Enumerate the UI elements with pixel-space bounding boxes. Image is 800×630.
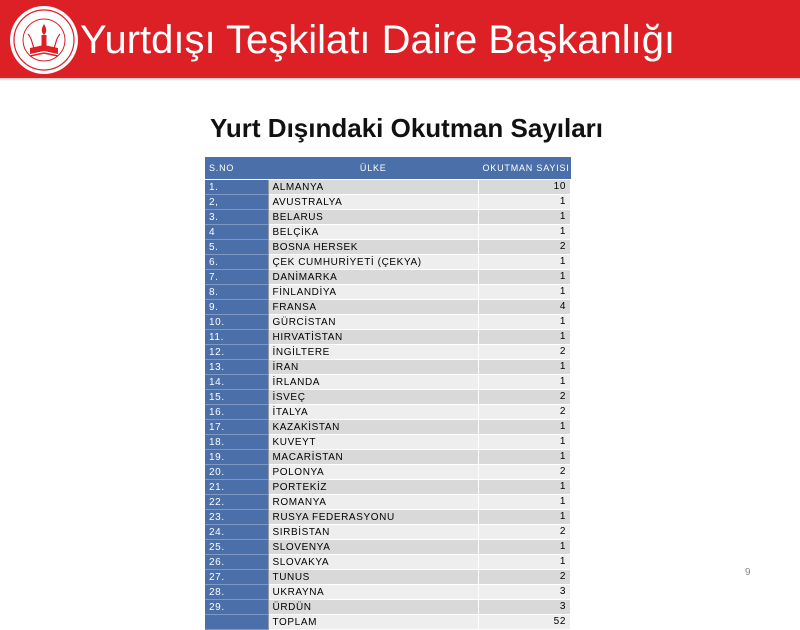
- row-count: 1: [479, 450, 571, 465]
- row-sno: 22.: [205, 495, 268, 510]
- header-bar: [0, 0, 800, 78]
- table-row: [205, 585, 571, 600]
- row-sno: 14.: [205, 375, 268, 390]
- row-country: SLOVAKYA: [268, 555, 479, 570]
- table-row: [205, 195, 571, 210]
- table-row: [205, 255, 571, 270]
- table-row: [205, 555, 571, 570]
- row-count: 2: [479, 525, 571, 540]
- row-count: 1: [479, 375, 571, 390]
- page-title: Yurt Dışındaki Okutman Sayıları: [210, 113, 604, 143]
- row-sno: 2,: [205, 195, 268, 210]
- table-total-row: [205, 615, 571, 630]
- row-count: 2: [479, 345, 571, 360]
- row-sno: 4: [205, 225, 268, 240]
- row-count: 1: [479, 330, 571, 345]
- row-count: 1: [479, 210, 571, 225]
- row-count: 1: [479, 540, 571, 555]
- table-row: [205, 360, 571, 375]
- row-sno: 16.: [205, 405, 268, 420]
- row-sno: 3.: [205, 210, 268, 225]
- row-count: 1: [479, 495, 571, 510]
- row-sno: 8.: [205, 285, 268, 300]
- table-row: [205, 240, 571, 255]
- row-count: 4: [479, 300, 571, 315]
- row-sno: 10.: [205, 315, 268, 330]
- header-title: Yurtdışı Teşkilatı Daire Başkanlığı: [80, 18, 676, 62]
- table-row: [205, 480, 571, 495]
- table-row: [205, 510, 571, 525]
- page-number: 9: [745, 567, 751, 578]
- row-sno: 17.: [205, 420, 268, 435]
- table-row: [205, 600, 571, 615]
- column-header-country: ÜLKE: [268, 157, 479, 180]
- table-row: [205, 390, 571, 405]
- row-country: BOSNA HERSEK: [268, 240, 479, 255]
- table-row: [205, 180, 571, 195]
- row-country: ÇEK CUMHURİYETİ (ÇEKYA): [268, 255, 479, 270]
- row-country: SLOVENYA: [268, 540, 479, 555]
- row-sno: 1.: [205, 180, 268, 195]
- table-row: [205, 330, 571, 345]
- row-sno: 20.: [205, 465, 268, 480]
- total-count: 52: [479, 615, 571, 630]
- column-header-count: OKUTMAN SAYISI: [479, 157, 571, 180]
- table-row: [205, 315, 571, 330]
- row-country: ROMANYA: [268, 495, 479, 510]
- ministry-logo: [8, 4, 80, 76]
- row-country: PORTEKİZ: [268, 480, 479, 495]
- header-divider: [0, 78, 800, 81]
- row-sno: 5.: [205, 240, 268, 255]
- row-count: 2: [479, 405, 571, 420]
- row-country: BELÇİKA: [268, 225, 479, 240]
- row-sno: 24.: [205, 525, 268, 540]
- row-sno: 18.: [205, 435, 268, 450]
- table-row: [205, 420, 571, 435]
- row-country: SIRBİSTAN: [268, 525, 479, 540]
- row-country: İRLANDA: [268, 375, 479, 390]
- row-count: 2: [479, 570, 571, 585]
- row-sno: 27.: [205, 570, 268, 585]
- row-country: ÜRDÜN: [268, 600, 479, 615]
- table-row: [205, 540, 571, 555]
- row-count: 1: [479, 255, 571, 270]
- total-sno: [205, 615, 268, 630]
- row-count: 1: [479, 225, 571, 240]
- row-count: 1: [479, 420, 571, 435]
- row-country: FRANSA: [268, 300, 479, 315]
- instructor-table: [205, 157, 571, 630]
- row-sno: 12.: [205, 345, 268, 360]
- row-sno: 15.: [205, 390, 268, 405]
- row-count: 1: [479, 435, 571, 450]
- row-count: 10: [479, 180, 571, 195]
- row-country: AVUSTRALYA: [268, 195, 479, 210]
- table-row: [205, 450, 571, 465]
- row-sno: 29.: [205, 600, 268, 615]
- row-country: GÜRCİSTAN: [268, 315, 479, 330]
- row-country: HIRVATİSTAN: [268, 330, 479, 345]
- row-count: 1: [479, 480, 571, 495]
- column-header-sno: S.NO: [205, 157, 268, 180]
- row-count: 1: [479, 285, 571, 300]
- table-row: [205, 495, 571, 510]
- table-row: [205, 285, 571, 300]
- table-row: [205, 405, 571, 420]
- row-sno: 25.: [205, 540, 268, 555]
- row-count: 1: [479, 360, 571, 375]
- table-row: [205, 210, 571, 225]
- row-sno: 7.: [205, 270, 268, 285]
- row-sno: 28.: [205, 585, 268, 600]
- row-count: 2: [479, 240, 571, 255]
- row-country: KAZAKİSTAN: [268, 420, 479, 435]
- row-country: DANİMARKA: [268, 270, 479, 285]
- row-country: UKRAYNA: [268, 585, 479, 600]
- row-count: 1: [479, 510, 571, 525]
- table-row: [205, 375, 571, 390]
- row-country: İSVEÇ: [268, 390, 479, 405]
- row-country: MACARİSTAN: [268, 450, 479, 465]
- row-country: KUVEYT: [268, 435, 479, 450]
- row-sno: 19.: [205, 450, 268, 465]
- table-row: [205, 570, 571, 585]
- row-count: 1: [479, 315, 571, 330]
- row-country: BELARUS: [268, 210, 479, 225]
- row-count: 3: [479, 585, 571, 600]
- row-country: FİNLANDİYA: [268, 285, 479, 300]
- row-country: ALMANYA: [268, 180, 479, 195]
- row-sno: 6.: [205, 255, 268, 270]
- row-country: RUSYA FEDERASYONU: [268, 510, 479, 525]
- row-count: 2: [479, 465, 571, 480]
- table-row: [205, 525, 571, 540]
- row-sno: 9.: [205, 300, 268, 315]
- table-row: [205, 270, 571, 285]
- table-header-row: [205, 157, 571, 180]
- row-sno: 26.: [205, 555, 268, 570]
- row-sno: 13.: [205, 360, 268, 375]
- row-country: İTALYA: [268, 405, 479, 420]
- row-count: 1: [479, 270, 571, 285]
- row-country: TUNUS: [268, 570, 479, 585]
- total-label: TOPLAM: [268, 615, 479, 630]
- row-count: 3: [479, 600, 571, 615]
- row-count: 1: [479, 195, 571, 210]
- row-sno: 21.: [205, 480, 268, 495]
- row-sno: 23.: [205, 510, 268, 525]
- row-sno: 11.: [205, 330, 268, 345]
- table-row: [205, 225, 571, 240]
- table-row: [205, 435, 571, 450]
- row-count: 2: [479, 390, 571, 405]
- table-row: [205, 300, 571, 315]
- row-country: POLONYA: [268, 465, 479, 480]
- row-count: 1: [479, 555, 571, 570]
- table-row: [205, 465, 571, 480]
- table-row: [205, 345, 571, 360]
- row-country: İNGİLTERE: [268, 345, 479, 360]
- row-country: İRAN: [268, 360, 479, 375]
